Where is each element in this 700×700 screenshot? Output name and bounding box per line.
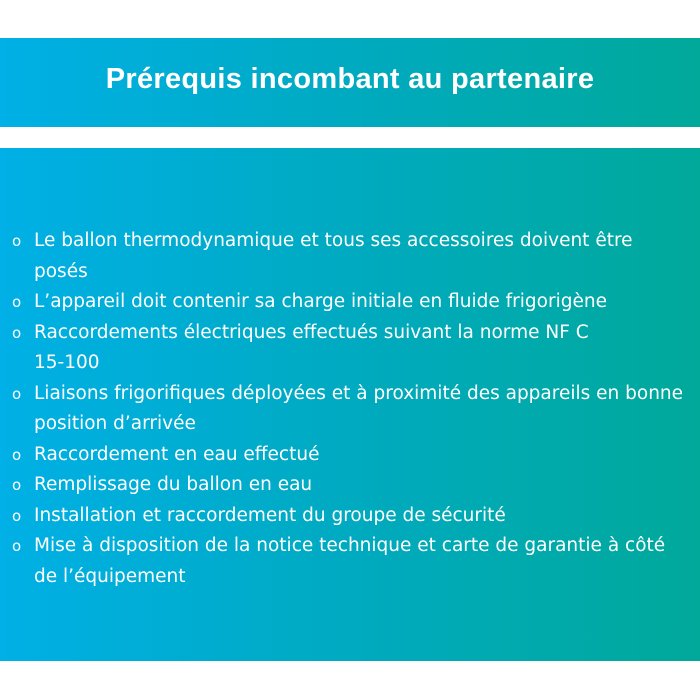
bullet-icon: o — [12, 476, 22, 494]
prerequisites-list — [12, 226, 692, 592]
bullet-icon: o — [12, 323, 22, 342]
list-item: o L’appareil doit contenir sa charge initiale en fluide frigorigène — [12, 287, 692, 318]
list-item: o Mise à disposition de la notice technique et carte de garantie à côté de l’équipement — [12, 531, 692, 592]
list-item: o Raccordements électriques effectués suivant la norme NF C 15-100 — [12, 318, 692, 379]
list-item: o Remplissage du ballon en eau — [12, 470, 692, 501]
bullet-icon: o — [12, 537, 22, 555]
list-item: o Raccordement en eau effectué — [12, 440, 692, 471]
list-item: o Liaisons frigorifiques déployées et à proximité des appareils en bonne position d’arrivée — [12, 379, 692, 440]
prerequisites-panel — [0, 148, 700, 661]
bullet-icon: o — [12, 384, 22, 403]
bullet-icon: o — [12, 506, 22, 525]
list-item: o Le ballon thermodynamique et tous ses accessoires doivent être posés — [12, 226, 692, 287]
bullet-icon: o — [12, 445, 22, 464]
header-banner — [0, 38, 700, 127]
list-item: o Installation et raccordement du groupe de sécurité — [12, 501, 692, 532]
bullet-icon: o — [12, 293, 22, 311]
bullet-icon: o — [12, 232, 22, 250]
page-title: Prérequis incombant au partenaire — [105, 63, 595, 95]
